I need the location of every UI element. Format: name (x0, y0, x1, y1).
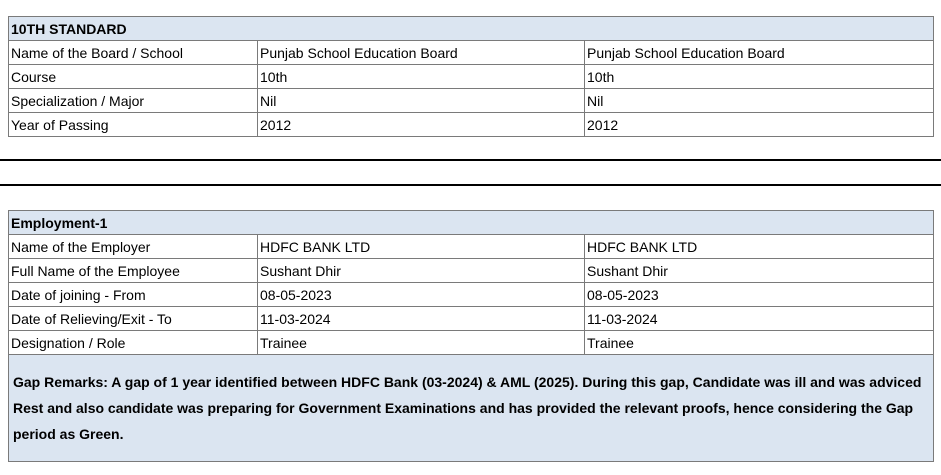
verified-value: 08-05-2023 (585, 283, 934, 307)
gap-remarks: Gap Remarks: A gap of 1 year identified between HDFC Bank (03-2024) & AML (2025). During this gap, Candidate was ill and was adviced Rest and also candidate was preparing for Government Examinations and has provided the relevant proofs, hence considering the Gap period as Green. (9, 355, 934, 462)
table-row (9, 283, 934, 307)
row-label: Year of Passing (9, 113, 258, 137)
claimed-value: Trainee (258, 331, 585, 355)
table-row (9, 89, 934, 113)
section-divider (0, 184, 941, 186)
employment-table (8, 210, 934, 462)
row-label: Name of the Employer (9, 235, 258, 259)
table-row (9, 235, 934, 259)
row-label: Date of Relieving/Exit - To (9, 307, 258, 331)
claimed-value: 08-05-2023 (258, 283, 585, 307)
gap-remarks-row (9, 355, 934, 462)
employment-title: Employment-1 (9, 211, 934, 235)
row-label: Specialization / Major (9, 89, 258, 113)
table-row (9, 259, 934, 283)
verified-value: Punjab School Education Board (585, 41, 934, 65)
row-label: Course (9, 65, 258, 89)
employment-header-row (9, 211, 934, 235)
verified-value: Trainee (585, 331, 934, 355)
claimed-value: 2012 (258, 113, 585, 137)
education-header-row (9, 17, 934, 41)
verified-value: Sushant Dhir (585, 259, 934, 283)
verified-value: Nil (585, 89, 934, 113)
education-table (8, 16, 934, 137)
table-row (9, 307, 934, 331)
education-title: 10TH STANDARD (9, 17, 934, 41)
claimed-value: HDFC BANK LTD (258, 235, 585, 259)
row-label: Date of joining - From (9, 283, 258, 307)
claimed-value: 10th (258, 65, 585, 89)
row-label: Name of the Board / School (9, 41, 258, 65)
table-row (9, 41, 934, 65)
verified-value: HDFC BANK LTD (585, 235, 934, 259)
table-row (9, 65, 934, 89)
claimed-value: Sushant Dhir (258, 259, 585, 283)
verified-value: 2012 (585, 113, 934, 137)
row-label: Full Name of the Employee (9, 259, 258, 283)
claimed-value: Nil (258, 89, 585, 113)
table-row (9, 331, 934, 355)
row-label: Designation / Role (9, 331, 258, 355)
section-divider (0, 159, 941, 161)
verified-value: 10th (585, 65, 934, 89)
claimed-value: Punjab School Education Board (258, 41, 585, 65)
verified-value: 11-03-2024 (585, 307, 934, 331)
claimed-value: 11-03-2024 (258, 307, 585, 331)
table-row (9, 113, 934, 137)
